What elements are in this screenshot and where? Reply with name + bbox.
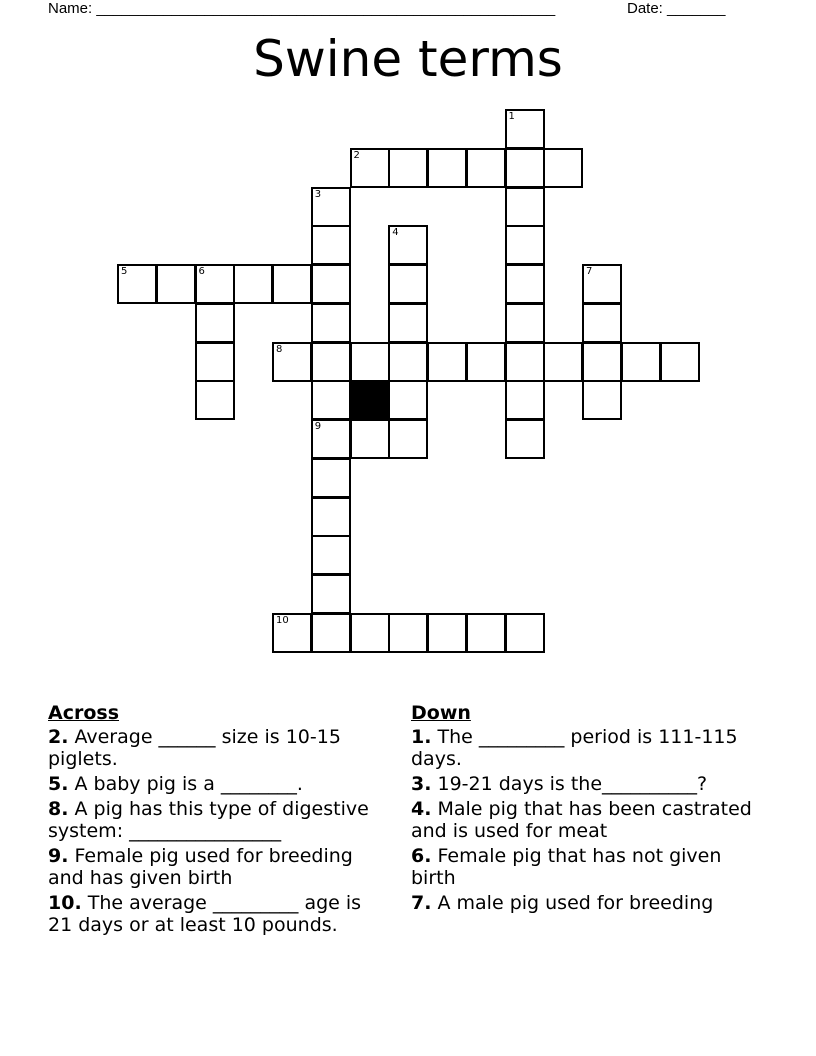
clue-text: Female pig that has not given birth <box>411 845 722 889</box>
clue-text: Average ______ size is 10-15 piglets. <box>48 726 341 770</box>
crossword-cell[interactable] <box>505 613 545 653</box>
crossword-cell[interactable] <box>311 187 351 227</box>
clue-across-10 <box>48 892 388 936</box>
crossword-cell[interactable] <box>350 342 390 382</box>
clue-text: Male pig that has been castrated and is used for meat <box>411 798 752 842</box>
crossword-cell[interactable] <box>117 264 157 304</box>
clue-number: 4. <box>411 798 432 820</box>
crossword-cell[interactable] <box>582 342 622 382</box>
clue-text: The _________ period is 111-115 days. <box>411 726 738 770</box>
crossword-cell[interactable] <box>466 342 506 382</box>
clue-number-label: 9 <box>314 421 322 432</box>
clue-number-label: 3 <box>314 188 322 200</box>
crossword-cell[interactable] <box>505 187 545 227</box>
crossword-cell[interactable] <box>388 225 428 265</box>
clue-down-7 <box>411 892 761 914</box>
clue-number: 8. <box>48 798 69 820</box>
crossword-cell[interactable] <box>582 303 622 343</box>
clue-number-label: 6 <box>198 266 205 277</box>
crossword-cell[interactable] <box>388 264 428 304</box>
crossword-cell[interactable] <box>195 303 235 343</box>
crossword-cell[interactable] <box>156 264 196 304</box>
date-field-label: Date: _______ <box>627 0 726 17</box>
page-title: Swine terms <box>253 30 563 88</box>
clue-text: A baby pig is a ________. <box>68 773 303 795</box>
crossword-cell[interactable] <box>466 613 506 653</box>
clue-text: Female pig used for breeding and has given birth <box>48 845 353 889</box>
crossword-cell[interactable] <box>427 148 467 188</box>
clue-text: A pig has this type of digestive system: ________________ <box>48 798 369 842</box>
crossword-cell[interactable] <box>660 342 700 382</box>
crossword-cell[interactable] <box>505 419 545 459</box>
across-heading: Across <box>48 702 120 724</box>
crossword-cell[interactable] <box>505 109 545 149</box>
down-heading: Down <box>411 702 471 724</box>
crossword-cell[interactable] <box>505 225 545 265</box>
clue-number-label: 5 <box>121 266 128 277</box>
crossword-cell[interactable] <box>621 342 661 382</box>
crossword-cell[interactable] <box>350 613 390 653</box>
name-field-label: Name: _______________________________________________________ <box>48 0 556 17</box>
clue-down-4 <box>411 798 761 842</box>
down-clues <box>411 702 761 917</box>
clue-down-3 <box>411 773 761 795</box>
clue-across-2 <box>48 726 388 770</box>
crossword-cell[interactable] <box>311 574 351 614</box>
clue-down-1 <box>411 726 761 770</box>
crossword-cell[interactable] <box>505 380 545 420</box>
crossword-cell[interactable] <box>272 264 312 304</box>
crossword-cell[interactable] <box>427 342 467 382</box>
crossword-cell[interactable] <box>388 613 428 653</box>
crossword-cell[interactable] <box>543 148 583 188</box>
crossword-cell[interactable] <box>311 380 351 420</box>
clue-number: 10. <box>48 892 82 914</box>
clue-number: 9. <box>48 845 69 867</box>
crossword-cell[interactable] <box>195 342 235 382</box>
clue-number-label: 2 <box>353 149 360 161</box>
crossword-cell[interactable] <box>350 419 390 459</box>
clue-number: 5. <box>48 773 69 795</box>
crossword-cell[interactable] <box>582 380 622 420</box>
crossword-cell[interactable] <box>311 419 351 459</box>
crossword-cell[interactable] <box>388 303 428 343</box>
crossword-cell[interactable] <box>311 497 351 537</box>
crossword-cell[interactable] <box>505 264 545 304</box>
crossword-cell[interactable] <box>582 264 622 304</box>
clue-number: 2. <box>48 726 69 748</box>
clue-text: 19-21 days is the__________? <box>431 773 708 795</box>
crossword-cell[interactable] <box>388 342 428 382</box>
crossword-cell[interactable] <box>388 380 428 420</box>
across-clues <box>48 702 388 939</box>
crossword-cell[interactable] <box>427 613 467 653</box>
crossword-cell[interactable] <box>388 419 428 459</box>
crossword-black-square <box>350 380 390 420</box>
crossword-cell[interactable] <box>195 264 235 304</box>
clue-down-6 <box>411 845 761 889</box>
clue-across-9 <box>48 845 388 889</box>
clue-across-8 <box>48 798 388 842</box>
crossword-cell[interactable] <box>195 380 235 420</box>
crossword-cell[interactable] <box>311 613 351 653</box>
crossword-cell[interactable] <box>272 613 312 653</box>
crossword-cell[interactable] <box>543 342 583 382</box>
clue-number: 7. <box>411 892 432 914</box>
clue-number-label: 8 <box>276 343 283 355</box>
crossword-cell[interactable] <box>233 264 273 304</box>
crossword-cell[interactable] <box>311 342 351 382</box>
crossword-cell[interactable] <box>311 225 351 265</box>
crossword-cell[interactable] <box>272 342 312 382</box>
clue-text: A male pig used for breeding <box>431 892 714 914</box>
clue-number-label: 7 <box>586 266 593 277</box>
clue-number-label: 4 <box>392 227 399 239</box>
clue-number: 1. <box>411 726 432 748</box>
clue-number-label: 10 <box>276 614 289 626</box>
crossword-cell[interactable] <box>311 535 351 575</box>
crossword-cell[interactable] <box>311 303 351 343</box>
crossword-cell[interactable] <box>311 458 351 498</box>
crossword-cell[interactable] <box>505 303 545 343</box>
clue-across-5 <box>48 773 388 795</box>
clue-number: 6. <box>411 845 432 867</box>
crossword-cell[interactable] <box>311 264 351 304</box>
clue-number: 3. <box>411 773 432 795</box>
crossword-cell[interactable] <box>505 342 545 382</box>
crossword-cell[interactable] <box>350 148 390 188</box>
crossword-cell[interactable] <box>505 148 545 188</box>
clue-text: The average _________ age is 21 days or at least 10 pounds. <box>48 892 362 936</box>
clue-number-label: 1 <box>508 111 515 122</box>
crossword-cell[interactable] <box>466 148 506 188</box>
crossword-cell[interactable] <box>388 148 428 188</box>
